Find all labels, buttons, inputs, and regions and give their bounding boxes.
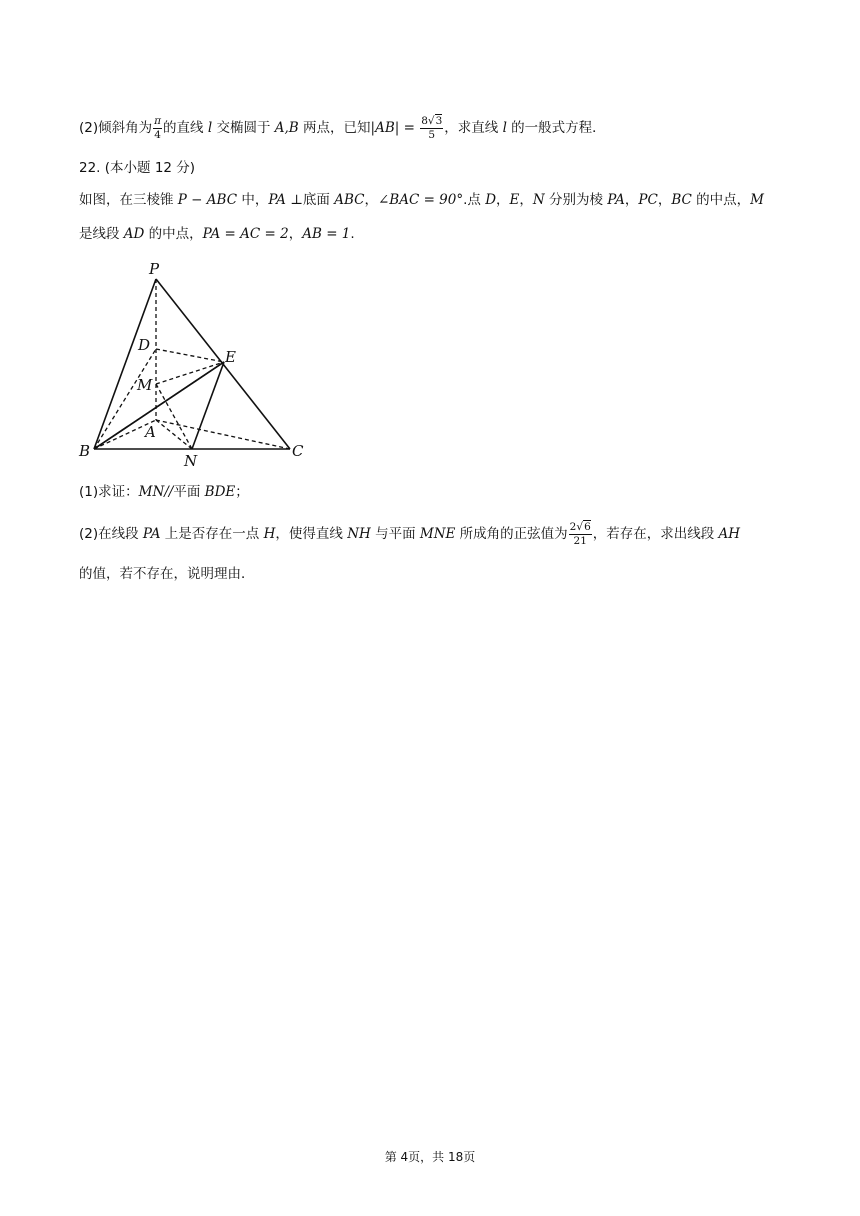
numerator-coef: 8 (421, 115, 428, 127)
q22-intro-line2 (79, 224, 355, 244)
radicand: 3 (435, 115, 443, 127)
fraction-numerator: 8√3 (421, 115, 443, 127)
math-expr: ∠BAC = 90° (377, 192, 464, 208)
segment-EN (192, 362, 224, 449)
text-segment: . (350, 226, 355, 242)
math-expr: PA ⊥ (268, 192, 303, 208)
fraction-denominator: 5 (428, 128, 436, 141)
label-C: C (292, 442, 304, 460)
label-N: N (184, 452, 198, 470)
page-footer: 第 4页，共 18页 (384, 1150, 476, 1164)
math-var: N (532, 192, 545, 208)
q22-header: 22. (本小题 12 分) (79, 160, 196, 176)
math-var: PA (607, 192, 625, 208)
math-var: BDE (204, 484, 236, 500)
math-expr: P − ABC (177, 192, 238, 208)
text-segment: (2)在线段 (79, 526, 143, 542)
radicand: 6 (584, 521, 591, 533)
math-var: M (750, 192, 764, 208)
segment-BE (94, 362, 224, 449)
label-D: D (138, 336, 151, 354)
math-var: AH (718, 526, 741, 542)
math-var: D (485, 192, 497, 208)
text-segment: 上是否存在一点 (160, 526, 264, 542)
segment-DE (156, 349, 224, 362)
q22-part2-line2: 的值，若不存在，说明理由． (79, 566, 255, 582)
text-segment: 的中点， (144, 226, 203, 242)
q22-part2-line1 (79, 522, 740, 546)
math-var: PC (638, 192, 658, 208)
solid-edges (94, 279, 290, 449)
text-segment: .点 (463, 192, 486, 208)
text-segment: (2)倾斜角为 (79, 120, 153, 136)
math-expr: |AB| = (370, 120, 415, 136)
math-var: NH (347, 526, 371, 542)
text-segment: ； (235, 484, 249, 500)
label-B: B (79, 442, 91, 460)
fraction-numerator: π (154, 115, 162, 127)
angle-fraction (153, 116, 162, 140)
text-segment: 两点，已知 (298, 120, 371, 136)
text-segment: 底面 (302, 192, 335, 208)
math-var: PA (142, 526, 161, 542)
q21-part2-line (79, 116, 606, 140)
label-A: A (145, 423, 156, 441)
text-segment: 与平面 (370, 526, 420, 542)
sine-fraction (569, 522, 592, 546)
math-expr: AB = 1 (302, 226, 351, 242)
text-segment: 是线段 (79, 226, 124, 242)
text-segment: ， (496, 192, 510, 208)
label-M: M (137, 376, 153, 394)
text-segment: ，求直线 (444, 120, 503, 136)
label-P: P (149, 260, 160, 278)
math-var: A,B (274, 120, 299, 136)
math-expr: ABC (334, 192, 365, 208)
text-segment: ，使得直线 (275, 526, 348, 542)
text-segment: 所成角的正弦值为 (455, 526, 568, 542)
text-segment: ， (657, 192, 672, 208)
ab-fraction (420, 116, 443, 140)
math-var: BC (671, 192, 692, 208)
label-E: E (225, 348, 236, 366)
text-segment: 的一般式方程． (506, 120, 606, 136)
pyramid-figure (72, 256, 322, 471)
text-segment: 如图，在三棱锥 (79, 192, 178, 208)
text-segment: (1)求证： (79, 484, 139, 500)
math-var: MNE (419, 526, 456, 542)
text-segment: 分别为棱 (544, 192, 608, 208)
text-segment: ， (364, 192, 378, 208)
text-segment: ， (288, 226, 303, 242)
math-expr: MN// (138, 484, 174, 500)
text-segment: 的中点， (691, 192, 751, 208)
segment-AN (156, 420, 192, 449)
math-var: E (509, 192, 520, 208)
math-expr: PA = AC = 2 (202, 226, 289, 242)
math-var: l (207, 120, 213, 136)
text-segment: 的直线 (163, 120, 208, 136)
text-segment: ，若存在，求出线段 (592, 526, 719, 542)
q22-intro-line1 (79, 190, 764, 210)
dashed-edges (94, 279, 290, 449)
text-segment: 平面 (173, 484, 205, 500)
text-segment: ， (624, 192, 639, 208)
fraction-denominator: 21 (573, 534, 587, 547)
fraction-denominator: 4 (154, 128, 161, 141)
text-segment: ， (519, 192, 533, 208)
math-var: H (263, 526, 276, 542)
q22-part1 (79, 482, 249, 502)
segment-ME (156, 362, 224, 384)
text-segment: 中， (237, 192, 269, 208)
numerator-coef: 2 (569, 521, 577, 533)
math-var: l (502, 120, 507, 136)
fraction-numerator: 2√6 (569, 521, 591, 533)
text-segment: 交椭圆于 (212, 120, 275, 136)
segment-MN (156, 384, 192, 449)
math-var: AD (123, 226, 145, 242)
